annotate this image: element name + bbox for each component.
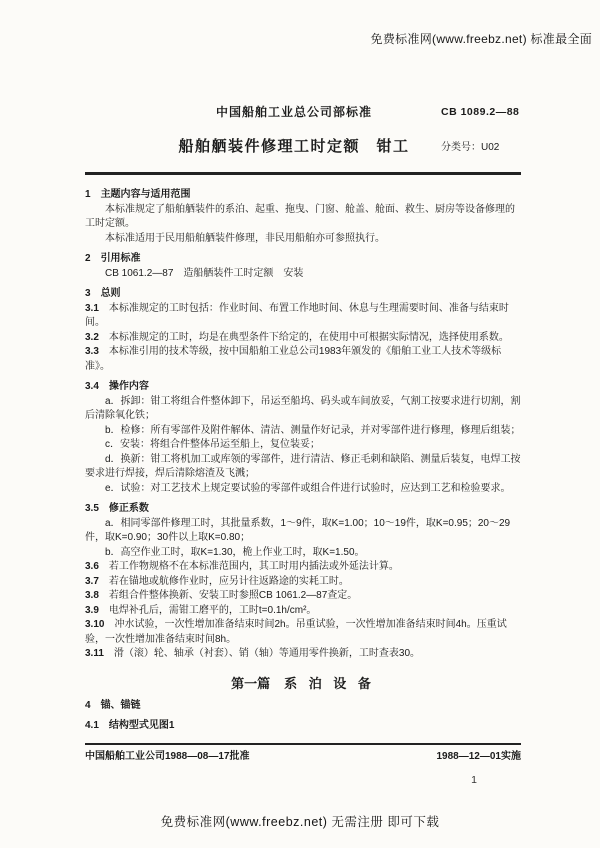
document-body — [85, 188, 521, 734]
part-title: 第一篇 系 泊 设 备 — [231, 675, 375, 691]
classification-number: 分类号：U02 — [441, 142, 500, 153]
section-heading: 3.4 操作内容 — [85, 381, 149, 392]
scan-page — [85, 103, 521, 786]
section-heading: 2 引用标准 — [85, 253, 141, 264]
section-heading: 4.1 结构型式见图1 — [85, 720, 175, 731]
implementation-date: 1988—12—01实施 — [436, 750, 521, 762]
text-line: 3.2 本标准规定的工时，均是在典型条件下给定的，在使用中可根据实际情况，选择使用系数。 — [85, 331, 509, 343]
standard-org-line: 中国船舶工业总公司部标准 — [215, 105, 372, 119]
document-footer — [85, 750, 521, 764]
document-title: 船舶舾装件修理工时定额 钳工 — [178, 138, 410, 155]
text-line: 3.8 若组合件整体换新、安装工时参照CB 1061.2—87查定。 — [85, 590, 358, 601]
text-line: b．高空作业工时，取K=1.30，桅上作业工时，取K=1.50。 — [105, 546, 365, 558]
header-rule — [85, 172, 521, 175]
text-line: a．相同零部件修理工时，其批量系数，1～9件，取K=1.00；10～19件，取K=0.95；20～29件，取K=0.90；30件以上取K=0.80； — [85, 517, 511, 543]
text-line: CB 1061.2—87 造船舾装件工时定额 安装 — [105, 267, 304, 279]
text-line: 3.6 若工作物规格不在本标准范围内，其工时用内插法或外延法计算。 — [85, 561, 399, 572]
section-heading: 3.5 修正系数 — [85, 503, 149, 514]
text-line: 3.10 冲水试验，一次性增加准备结束时间2h。吊重试验，一次性增加准备结束时间4h。压重试验，一次性增加准备结束时间8h。 — [85, 619, 507, 645]
text-line: 3.7 若在锚地或航修作业时，应另计往返路途的实耗工时。 — [85, 575, 349, 587]
section-heading: 4 锚、锚链 — [85, 699, 141, 711]
document-header-row1 — [85, 103, 521, 120]
page-number: 1 — [471, 773, 477, 786]
watermark-bottom: 免费标准网(www.freebz.net) 无需注册 即可下载 — [160, 815, 440, 829]
text-line: 3.9 电焊补孔后，需钳工磨平的，工时t=0.1h/cm²。 — [85, 604, 317, 616]
text-line: d．换新：钳工将机加工或库领的零部件，进行清洁、修正毛刺和缺陷、测量后装复，电焊工按要求进行焊接，焊后清除熔渣及飞溅； — [85, 453, 521, 479]
text-line: b．检修：所有零部件及附件解体、清洁、测量作好记录，并对零部件进行修理，修理后组装； — [105, 424, 521, 436]
standard-number: CB 1089.2—88 — [441, 105, 520, 118]
text-line: 3.3 本标准引用的技术等级，按中国船舶工业总公司1983年颁发的《船舶工业工人技术等级标准》。 — [85, 346, 502, 372]
text-line: 3.11 滑（滚）轮、轴承（衬套）、销（轴）等通用零件换新，工时查表30。 — [85, 648, 421, 659]
text-line: a．拆卸：钳工将组合件整体卸下，吊运至船坞、码头或车间放妥，气割工按要求进行切割，割后清除氧化铁； — [85, 395, 521, 421]
text-line: e．试验：对工艺技术上规定要试验的零部件或组合件进行试验时，应达到工艺和检验要求。 — [105, 482, 511, 494]
watermark-top: 免费标准网(www.freebz.net) 标准最全面 — [370, 32, 592, 46]
footer-rule — [85, 743, 521, 745]
document-header-row2 — [85, 135, 521, 156]
text-line: 本标准规定了船舶舾装件的系泊、起重、拖曳、门窗、舱盖、舱面、救生、厨房等设备修理的工时定额。 — [85, 203, 515, 229]
section-heading: 1 主题内容与适用范围 — [85, 189, 191, 200]
text-line: c．安装：将组合件整体吊运至船上，复位装妥； — [105, 439, 320, 450]
text-line: 3.1 本标准规定的工时包括：作业时间、布置工作地时间、休息与生理需要时间、准备与结束时间。 — [85, 302, 509, 328]
text-line: 本标准适用于民用船舶舾装件修理，非民用船舶亦可参照执行。 — [105, 232, 385, 244]
approval-line: 中国船舶工业公司1988—08—17批准 — [85, 750, 250, 762]
section-heading: 3 总则 — [85, 288, 121, 299]
